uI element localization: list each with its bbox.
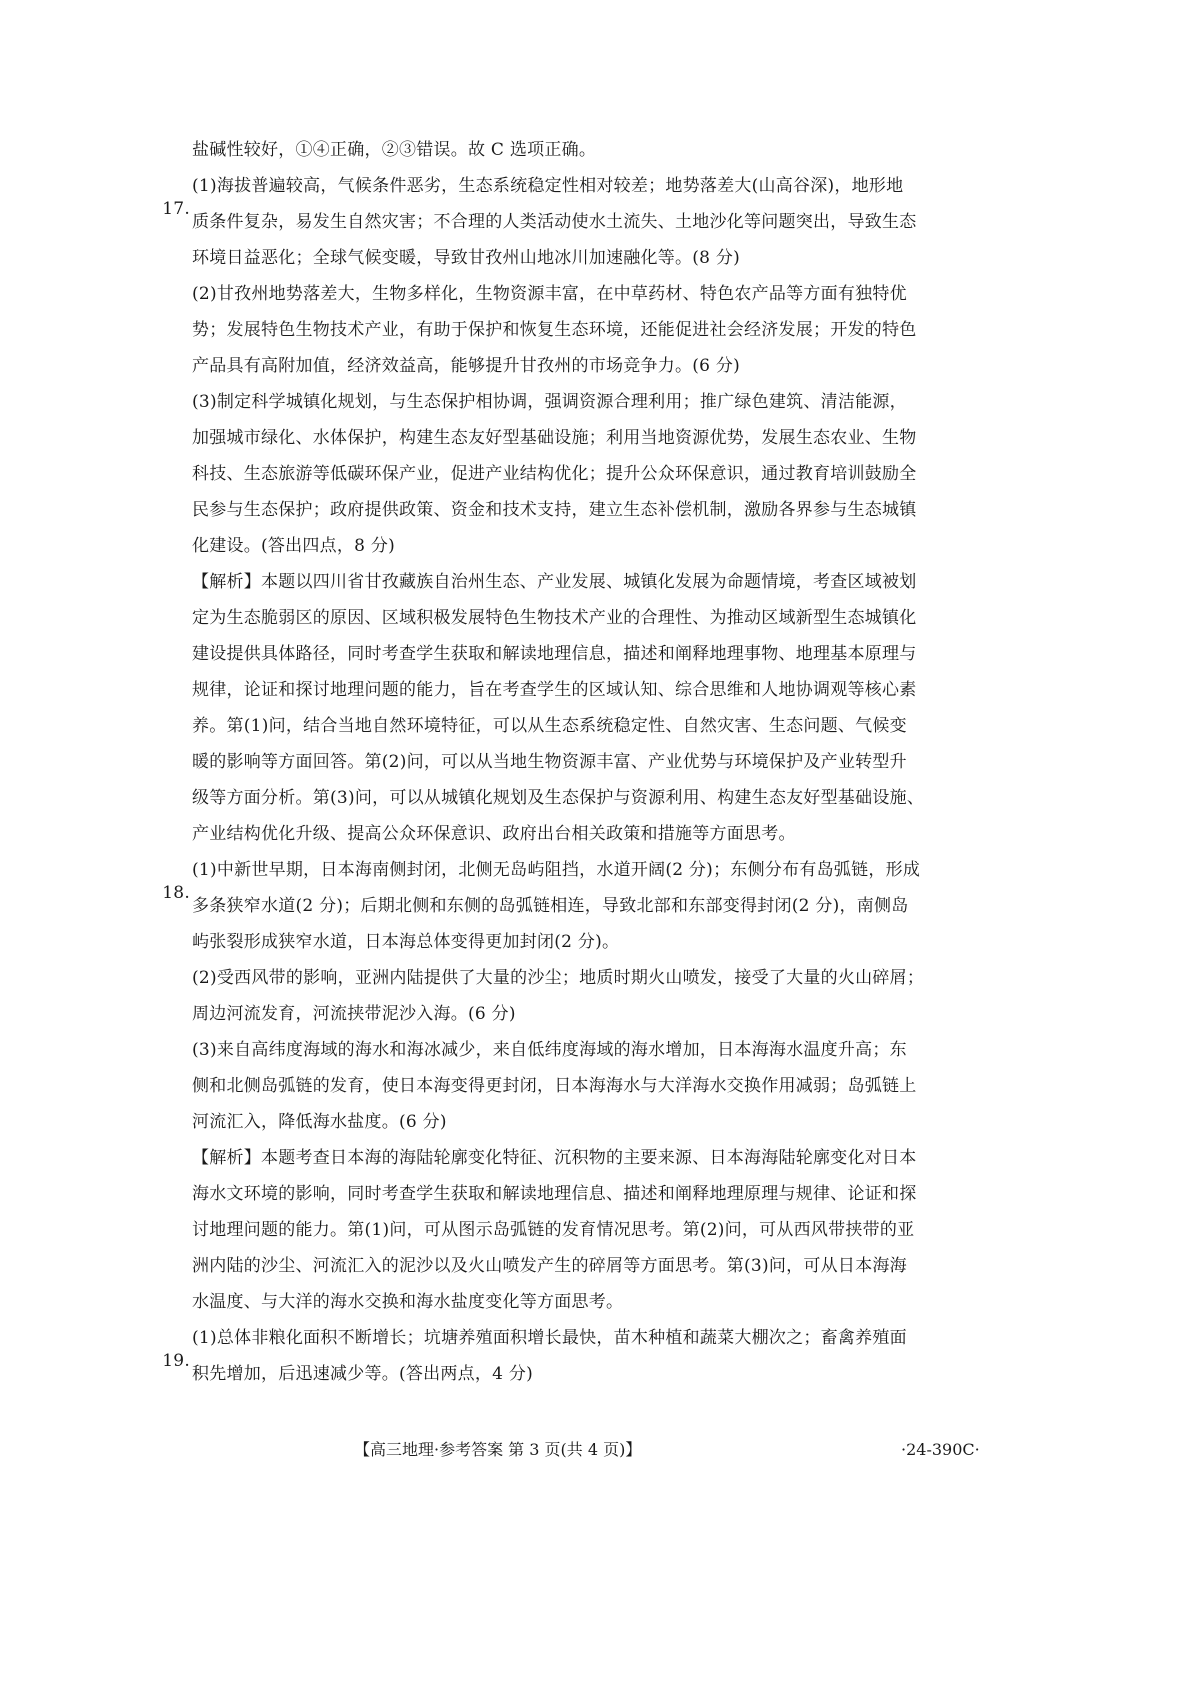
text-line: 产品具有高附加值，经济效益高，能够提升甘孜州的市场竞争力。(6 分): [192, 356, 740, 376]
text-line: 周边河流发育，河流挟带泥沙入海。(6 分): [192, 1004, 516, 1024]
text-line: 产业结构优化升级、提高公众环保意识、政府出台相关政策和措施等方面思考。: [192, 824, 796, 844]
text-line: 暖的影响等方面回答。第(2)问，可以从当地生物资源丰富、产业优势与环境保护及产业转型升: [192, 752, 907, 772]
text-line: (2)受西风带的影响，亚洲内陆提供了大量的沙尘；地质时期火山喷发，接受了大量的火山碎屑；: [192, 968, 925, 988]
text-line: 势；发展特色生物技术产业，有助于保护和恢复生态环境，还能促进社会经济发展；开发的特色: [192, 320, 917, 340]
text-line: 建设提供具体路径，同时考查学生获取和解读地理信息，描述和阐释地理事物、地理基本原理与: [192, 644, 917, 664]
text-line: 规律，论证和探讨地理问题的能力，旨在考查学生的区域认知、综合思维和人地协调观等核心素: [192, 680, 917, 700]
text-line: (3)制定科学城镇化规划，与生态保护相协调，强调资源合理利用；推广绿色建筑、清洁能源，: [192, 392, 907, 412]
question-17-line: 17. (1)海拔普遍较高，气候条件恶劣，生态系统稳定性相对较差；地势落差大(山高谷深)，地形地: [162, 176, 904, 219]
text-line: 河流汇入，降低海水盐度。(6 分): [192, 1112, 447, 1132]
footer-page-info: 【高三地理·参考答案 第 3 页(共 4 页)】: [354, 1440, 642, 1459]
text-line: 质条件复杂，易发生自然灾害；不合理的人类活动使水土流失、土地沙化等问题突出，导致生态: [192, 212, 917, 232]
text-line: 化建设。(答出四点，8 分): [192, 536, 395, 556]
text-line: 水温度、与大洋的海水交换和海水盐度变化等方面思考。: [192, 1292, 624, 1312]
analysis-line: 【解析】本题以四川省甘孜藏族自治州生态、产业发展、城镇化发展为命题情境，考查区域被划: [192, 572, 917, 592]
text-line: 盐碱性较好，①④正确，②③错误。故 C 选项正确。: [192, 140, 597, 160]
question-18-line: 18. (1)中新世早期，日本海南侧封闭，北侧无岛屿阻挡，水道开阔(2 分)；东侧分布有岛弧链，形成: [162, 860, 921, 903]
text-line: 定为生态脆弱区的原因、区域积极发展特色生物技术产业的合理性、为推动区域新型生态城镇化: [192, 608, 917, 628]
text-line: (3)来自高纬度海域的海水和海冰减少，来自低纬度海域的海水增加，日本海海水温度升高；东: [192, 1040, 907, 1060]
text-line: 洲内陆的沙尘、河流汇入的泥沙以及火山喷发产生的碎屑等方面思考。第(3)问，可从日本海海: [192, 1256, 907, 1276]
footer-code: ·24-390C·: [901, 1440, 980, 1459]
text-line: 多条狭窄水道(2 分)；后期北侧和东侧的岛弧链相连，导致北部和东部变得封闭(2 分)，南侧岛: [192, 896, 909, 916]
text-line: (2)甘孜州地势落差大，生物多样化，生物资源丰富，在中草药材、特色农产品等方面有独特优: [192, 284, 907, 304]
question-19-line: 19. (1)总体非粮化面积不断增长；坑塘养殖面积增长最快，苗木种植和蔬菜大棚次之；畜禽养殖面: [162, 1328, 907, 1371]
page-footer: [0, 1430, 1200, 1470]
text-line: 侧和北侧岛弧链的发育，使日本海变得更封闭，日本海海水与大洋海水交换作用减弱；岛弧链上: [192, 1076, 917, 1096]
text-line: 级等方面分析。第(3)问，可以从城镇化规划及生态保护与资源利用、构建生态友好型基础设施、: [192, 788, 925, 808]
text-line: 积先增加，后迅速减少等。(答出两点，4 分): [192, 1364, 533, 1384]
answer-content: [162, 132, 1042, 1392]
text-line: 海水文环境的影响，同时考查学生获取和解读地理信息、描述和阐释地理原理与规律、论证和探: [192, 1184, 917, 1204]
text-line: 民参与生态保护；政府提供政策、资金和技术支持，建立生态补偿机制，激励各界参与生态城镇: [192, 500, 917, 520]
text-line: 屿张裂形成狭窄水道，日本海总体变得更加封闭(2 分)。: [192, 932, 620, 952]
text-line: 讨地理问题的能力。第(1)问，可从图示岛弧链的发育情况思考。第(2)问，可从西风带挟带的亚: [192, 1220, 915, 1240]
text-line: 科技、生态旅游等低碳环保产业，促进产业结构优化；提升公众环保意识，通过教育培训鼓励全: [192, 464, 917, 484]
text-line: 加强城市绿化、水体保护，构建生态友好型基础设施；利用当地资源优势，发展生态农业、生物: [192, 428, 917, 448]
text-line: 环境日益恶化；全球气候变暖，导致甘孜州山地冰川加速融化等。(8 分): [192, 248, 740, 268]
text-line: 养。第(1)问，结合当地自然环境特征，可以从生态系统稳定性、自然灾害、生态问题、气候变: [192, 716, 907, 736]
analysis-line: 【解析】本题考查日本海的海陆轮廓变化特征、沉积物的主要来源、日本海海陆轮廓变化对日本: [192, 1148, 917, 1168]
